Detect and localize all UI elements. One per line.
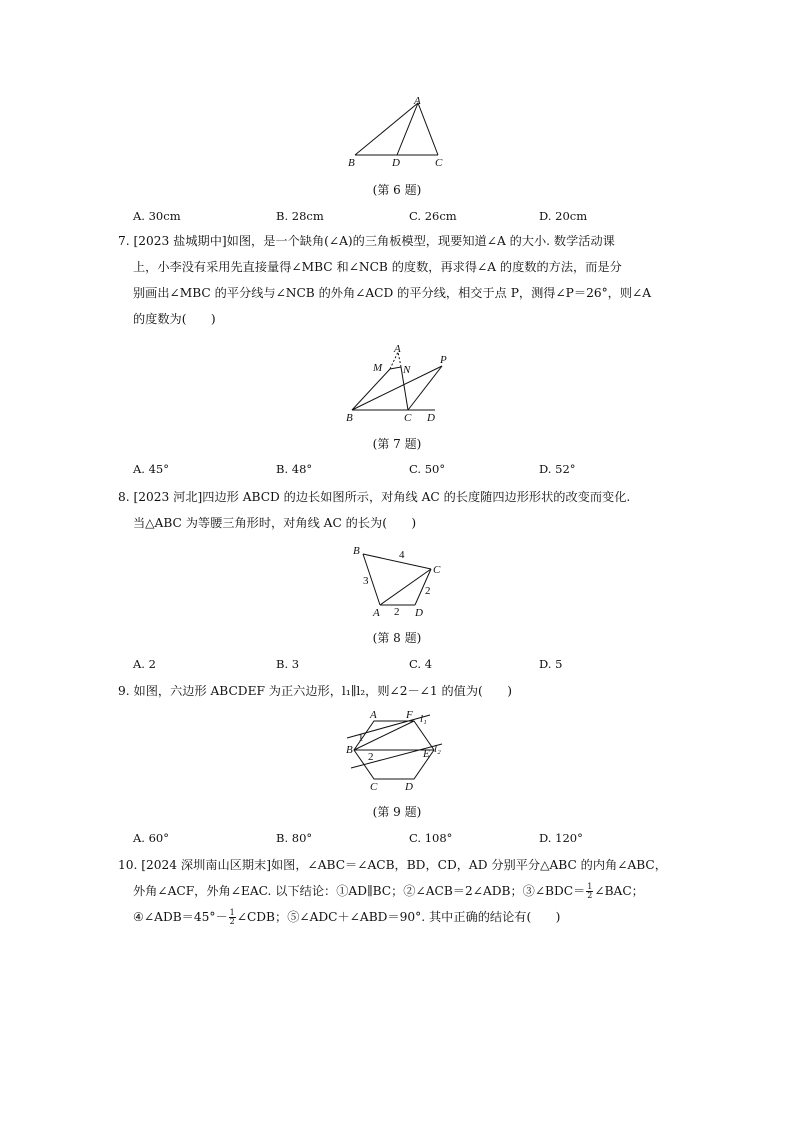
q10-line-2 [118,878,678,904]
question-7 [118,228,678,332]
label-D: D [415,607,423,619]
figure-7 [340,343,460,425]
option-c: C. 4 [409,657,433,671]
angle-2-label: 2 [368,751,374,763]
q10-line-3-end: ∠CDB；⑤∠ADC＋∠ABD＝90°. 其中正确的结论有( ) [236,910,561,924]
q10-line-3-start: ④∠ADB＝45°－ [133,910,228,924]
label-B: B [348,157,355,169]
option-a: A. 30cm [133,209,181,223]
q8-line-1: 8. [2023 河北]四边形 ABCD 的边长如图所示，对角线 AC 的长度随四边形形状的改变而变化. [118,490,631,504]
label-B: B [346,744,353,756]
q8-line-2: 当△ABC 为等腰三角形时，对角线 AC 的长为( ) [133,516,417,530]
options-q6 [133,209,693,225]
label-D: D [392,157,400,169]
options-q8 [133,657,693,673]
option-c: C. 108° [409,831,453,845]
label-M: M [373,362,383,374]
q7-line-2: 上，小李没有采用先直接量得∠MBC 和∠NCB 的度数，再求得∠A 的度数的方法，而是分 [133,260,622,274]
label-N: N [403,364,411,376]
label-C: C [433,564,441,576]
question-9 [118,678,678,704]
label-C: C [370,781,378,793]
option-a: A. 60° [133,831,169,845]
q9-line: 9. 如图，六边形 ABCDEF 为正六边形，l₁∥l₂，则∠2－∠1 的值为( ) [118,684,512,698]
label-D: D [427,412,435,424]
option-b: B. 48° [276,462,313,476]
side-bc-length: 4 [399,549,405,561]
option-d: D. 120° [539,831,583,845]
option-a: A. 45° [133,462,169,476]
q10-line-2-end: ∠BAC； [594,884,644,898]
option-b: B. 28cm [276,209,324,223]
option-b: B. 80° [276,831,313,845]
option-d: D. 52° [539,462,576,476]
label-l1: l₁ [420,713,427,725]
side-ab-length: 3 [363,575,369,587]
label-E: E [423,748,430,760]
q10-line-1: 10. [2024 深圳南山区期末]如图，∠ABC＝∠ACB，BD，CD，AD 分别平分△ABC 的内角∠ABC， [118,858,667,872]
figure-8 [345,542,455,620]
label-A: A [373,607,380,619]
label-P: P [440,354,447,366]
label-B: B [346,412,353,424]
label-C: C [435,157,443,169]
q10-line-2-start: 外角∠ACF，外角∠EAC. 以下结论：①AD∥BC；②∠ACB＝2∠ADB；③∠BDC＝ [133,884,586,898]
q7-line-4: 的度数为( ) [133,312,216,326]
label-D: D [405,781,413,793]
options-q9 [133,831,693,847]
label-l2: l₂ [434,743,441,755]
option-d: D. 5 [539,657,563,671]
q10-line-3 [118,904,678,930]
label-C: C [404,412,412,424]
option-b: B. 3 [276,657,300,671]
caption-fig9: (第 9 题) [372,805,422,819]
option-d: D. 20cm [539,209,588,223]
fraction-one-half: $\frac{1}{2}$ [587,882,593,900]
option-c: C. 50° [409,462,446,476]
q7-line-3: 别画出∠MBC 的平分线与∠NCB 的外角∠ACD 的平分线，相交于点 P，测得∠P＝26°，则∠A [133,286,652,300]
angle-1-label: 1 [358,732,364,744]
option-a: A. 2 [133,657,156,671]
side-cd-length: 2 [425,585,431,597]
caption-fig8: (第 8 题) [372,631,422,645]
question-10 [118,852,678,930]
label-A: A [394,343,401,355]
label-F: F [406,709,413,721]
options-q7 [133,462,693,478]
label-B: B [353,545,360,557]
figure-9 [338,705,458,793]
question-8 [118,484,678,536]
figure-9-diagram [338,705,458,793]
caption-fig7: (第 7 题) [372,437,422,451]
side-ad-length: 2 [394,606,400,618]
figure-7-diagram [340,343,460,425]
figure-8-diagram [345,542,455,620]
fraction-one-half: $\frac{1}{2}$ [229,908,235,926]
label-A: A [414,95,421,107]
option-c: C. 26cm [409,209,457,223]
q7-line-1: 7. [2023 盐城期中]如图，是一个缺角(∠A)的三角板模型，现要知道∠A 的大小. 数学活动课 [118,234,615,248]
caption-fig6: (第 6 题) [372,183,422,197]
figure-6-diagram [340,94,450,174]
figure-6 [340,94,450,174]
label-A: A [370,709,377,721]
